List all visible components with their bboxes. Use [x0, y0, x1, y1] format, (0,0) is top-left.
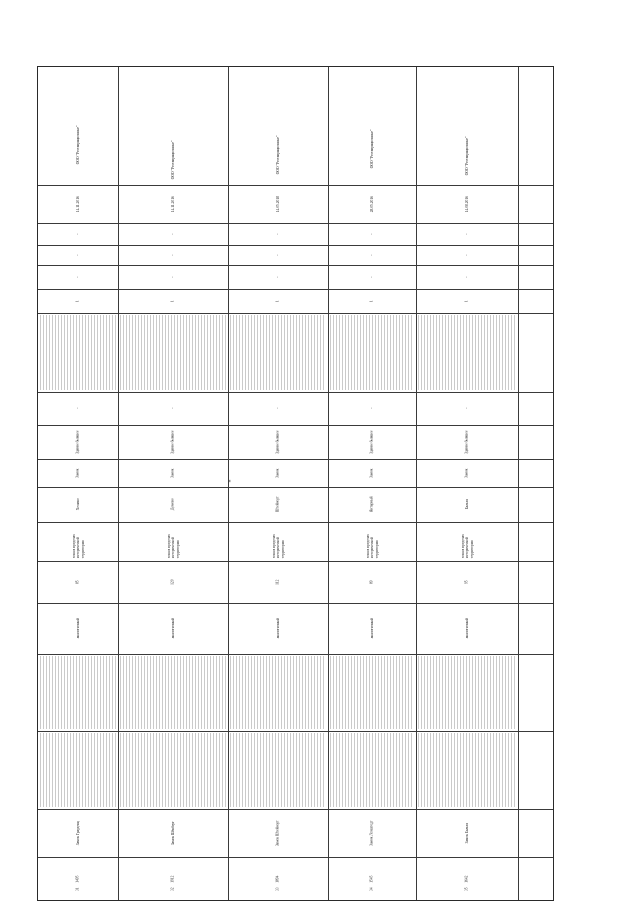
row-date [418, 187, 516, 221]
illegible-text-block [120, 315, 226, 390]
row-address-list [40, 733, 116, 807]
row-empty-mark [418, 225, 516, 243]
row-locality [120, 489, 226, 520]
row-year-text: 1912 [170, 875, 175, 884]
row-notes [40, 315, 116, 390]
row-empty-mark [120, 225, 226, 243]
row-locality [418, 489, 516, 520]
row-empty-mark-text: - [75, 407, 80, 410]
illegible-text-block [330, 656, 414, 729]
row-empty-mark [120, 394, 226, 423]
row-status-text: Здание бывшее [369, 430, 374, 454]
row-date [120, 187, 226, 221]
row-address-list [230, 733, 326, 807]
row-category [120, 461, 226, 485]
row-status-text: Здание бывшее [275, 430, 280, 454]
row-count [230, 563, 326, 601]
row-empty-mark-text: - [369, 276, 374, 278]
row-count [330, 563, 414, 601]
row-empty-mark [418, 394, 516, 423]
row-object-name [40, 811, 116, 855]
row-organization [418, 69, 516, 183]
row-category-text: Замок [464, 468, 469, 478]
row-organization-text: ООО "Реставрационные" [275, 135, 280, 174]
margin-mark: * [228, 479, 235, 483]
row-status [418, 427, 516, 457]
row-status-text: Здание бывшее [464, 430, 469, 454]
row-one-mark-text: 1 [170, 300, 175, 302]
illegible-text-block [418, 656, 516, 729]
row-category-text: Замок [275, 468, 280, 478]
row-object-name-text: Замок Штейнорт [275, 820, 280, 846]
row-date-text: 14.11.2016 [170, 195, 175, 213]
row-empty-mark [418, 267, 516, 287]
row-status [230, 427, 326, 457]
row-date [40, 187, 116, 221]
row-number [120, 882, 226, 896]
rotated-register-table [37, 66, 554, 901]
row-empty-mark-text: - [464, 276, 469, 278]
row-empty-mark [120, 267, 226, 287]
row-object-name-text: Замок Грауденц [75, 820, 80, 846]
illegible-text-block [330, 733, 414, 807]
row-one-mark-text: 1 [464, 300, 469, 302]
row-count [40, 563, 116, 601]
row-empty-mark [330, 247, 414, 263]
row-empty-mark-text: - [464, 407, 469, 410]
row-empty-mark [418, 247, 516, 263]
row-organization [230, 69, 326, 183]
row-type-text: аналогичный [464, 618, 469, 639]
row-locality-text: Бальга [464, 499, 469, 510]
row-zone-text: зона в пределах исторической территории [460, 533, 474, 558]
row-organization-text: ООО "Реставрационные" [170, 140, 175, 179]
row-object-name [330, 811, 414, 855]
row-one-mark-text: 1 [275, 300, 280, 302]
row-locality-text: Янтарный [369, 496, 374, 513]
row-empty-mark [330, 267, 414, 287]
row-category-text: Замок [170, 468, 175, 478]
row-object-name [418, 811, 516, 855]
row-empty-mark-text: - [369, 254, 374, 256]
row-empty-mark [40, 247, 116, 263]
illegible-text-block [40, 656, 116, 729]
illegible-text-block [120, 656, 226, 729]
row-empty-mark-text: - [170, 254, 175, 256]
row-zone-text: зона в пределах исторической территории [71, 533, 85, 558]
row-count [120, 563, 226, 601]
row-count-text: 120 [170, 579, 175, 585]
row-type-text: аналогичный [75, 618, 80, 639]
row-date [330, 187, 414, 221]
row-object-name-text: Замок Бальга [464, 822, 469, 844]
illegible-text-block [230, 315, 326, 390]
row-count [418, 563, 516, 601]
row-locality [330, 489, 414, 520]
row-one-mark [230, 291, 326, 311]
row-zone [330, 524, 414, 559]
row-description [230, 656, 326, 729]
row-date-text: 14.08.2016 [464, 195, 469, 213]
row-empty-mark [40, 225, 116, 243]
row-notes [230, 315, 326, 390]
row-empty-mark [230, 267, 326, 287]
row-address-list [120, 733, 226, 807]
row-zone [120, 524, 226, 559]
row-empty-mark-text: - [170, 276, 175, 278]
row-type [40, 605, 116, 652]
row-empty-mark-text: - [464, 254, 469, 256]
row-date-text: 14.11.2016 [75, 195, 80, 213]
row-type-text: аналогичный [369, 618, 374, 639]
row-notes [120, 315, 226, 390]
row-organization-text: ООО "Реставрационные" [369, 129, 374, 168]
row-number-text: 35 [464, 887, 469, 891]
illegible-text-block [418, 733, 516, 807]
row-zone-text: зона в пределах исторической территории [166, 533, 180, 558]
row-notes [330, 315, 414, 390]
row-type [230, 605, 326, 652]
row-status-text: Здание бывшее [170, 430, 175, 454]
row-status [330, 427, 414, 457]
row-category-text: Замок [369, 468, 374, 478]
row-type [120, 605, 226, 652]
row-count-text: 95 [464, 580, 469, 584]
row-count-text: 112 [275, 579, 280, 585]
row-address-list [330, 733, 414, 807]
row-organization-text: ООО "Реставрационные" [464, 136, 469, 175]
row-count-text: 85 [75, 580, 80, 584]
row-zone [40, 524, 116, 559]
row-organization-text: ООО "Реставрационные" [75, 125, 80, 164]
row-count-text: 89 [369, 580, 374, 584]
row-category [40, 461, 116, 485]
row-notes [418, 315, 516, 390]
row-empty-mark-text: - [369, 407, 374, 410]
row-date [230, 187, 326, 221]
row-number [418, 882, 516, 896]
row-year-text: 1495 [75, 875, 80, 884]
row-zone [230, 524, 326, 559]
row-status [40, 427, 116, 457]
row-object-name-text: Замок Шёнберг [170, 821, 175, 845]
row-empty-mark-text: - [464, 233, 469, 235]
row-empty-mark-text: - [275, 254, 280, 256]
row-year-text: 1894 [275, 875, 280, 884]
row-address-list [418, 733, 516, 807]
row-description [418, 656, 516, 729]
row-number [330, 882, 414, 896]
row-zone [418, 524, 516, 559]
row-empty-mark-text: - [75, 233, 80, 235]
illegible-text-block [120, 733, 226, 807]
row-number-text: 32 [170, 887, 175, 891]
row-empty-mark-text: - [275, 233, 280, 235]
row-description [40, 656, 116, 729]
row-empty-mark-text: - [170, 407, 175, 410]
row-organization [330, 69, 414, 183]
illegible-text-block [418, 315, 516, 390]
row-status-text: Здание бывшее [75, 430, 80, 454]
row-empty-mark [230, 247, 326, 263]
illegible-text-block [230, 656, 326, 729]
row-locality-text: Домово [170, 498, 175, 511]
row-category [230, 461, 326, 485]
row-one-mark [418, 291, 516, 311]
row-empty-mark-text: - [170, 233, 175, 235]
row-empty-mark [40, 267, 116, 287]
row-empty-mark [330, 394, 414, 423]
row-type [330, 605, 414, 652]
row-number [230, 882, 326, 896]
row-category-text: Замок [75, 468, 80, 478]
row-description [120, 656, 226, 729]
row-one-mark [40, 291, 116, 311]
row-organization [40, 69, 116, 183]
row-empty-mark [120, 247, 226, 263]
row-empty-mark-text: - [369, 233, 374, 235]
illegible-text-block [230, 733, 326, 807]
row-object-name [230, 811, 326, 855]
row-type-text: аналогичный [275, 618, 280, 639]
row-empty-mark [40, 394, 116, 423]
row-organization [120, 69, 226, 183]
row-description [330, 656, 414, 729]
illegible-text-block [330, 315, 414, 390]
row-number-text: 31 [75, 887, 80, 891]
row-date-text: 28.05.2016 [369, 195, 374, 213]
row-type [418, 605, 516, 652]
row-empty-mark [230, 394, 326, 423]
row-object-name [120, 811, 226, 855]
row-zone-text: зона в пределах исторической территории [271, 533, 285, 558]
row-one-mark-text: 1 [369, 300, 374, 302]
row-date-text: 14.05.2018 [275, 195, 280, 213]
row-locality [230, 489, 326, 520]
row-object-name-text: Замок Лохштедт [369, 820, 374, 846]
row-empty-mark-text: - [275, 407, 280, 410]
row-type-text: аналогичный [170, 618, 175, 639]
illegible-text-block [40, 315, 116, 390]
row-number-text: 34 [369, 887, 374, 891]
illegible-text-block [40, 733, 116, 807]
row-empty-mark [330, 225, 414, 243]
row-one-mark [120, 291, 226, 311]
row-empty-mark-text: - [75, 276, 80, 278]
row-locality-text: Штейнорт [275, 496, 280, 513]
row-empty-mark [230, 225, 326, 243]
row-locality [40, 489, 116, 520]
row-empty-mark-text: - [275, 276, 280, 278]
row-category [330, 461, 414, 485]
row-number [40, 882, 116, 896]
row-one-mark [330, 291, 414, 311]
row-empty-mark-text: - [75, 254, 80, 256]
row-status [120, 427, 226, 457]
row-one-mark-text: 1 [75, 300, 80, 302]
row-category [418, 461, 516, 485]
row-year-text: 1642 [464, 875, 469, 884]
row-year-text: 1545 [369, 875, 374, 884]
row-zone-text: зона в пределах исторической территории [365, 533, 379, 558]
row-locality-text: Хелмно [75, 498, 80, 511]
row-number-text: 33 [275, 887, 280, 891]
